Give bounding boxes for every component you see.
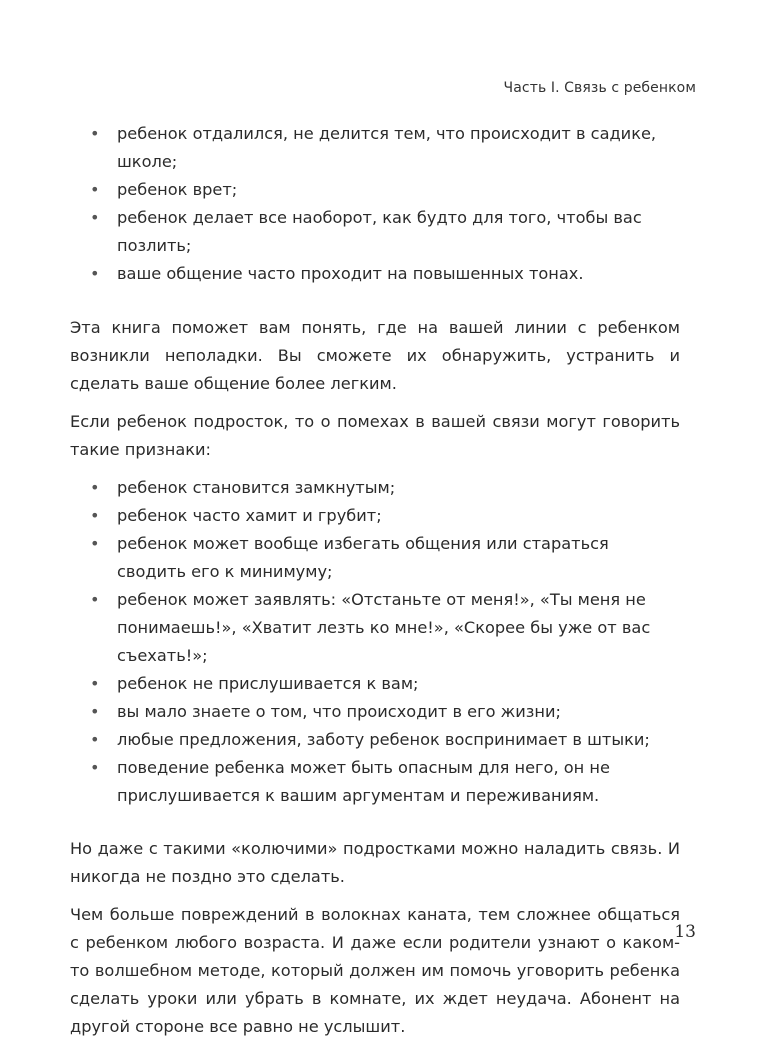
list-item: • ребенок врет; xyxy=(70,176,680,204)
list-item: • ребенок может заявлять: «Отстаньте от меня!», «Ты меня не понимаешь!», «Хватит лезть ко мне!», «Скорее бы уже от вас съехать!»; xyxy=(70,586,680,670)
paragraph-rope-damage: Чем больше повреждений в волокнах каната, тем сложнее общаться с ребенком любого возраста. И даже если родители узнают о каком-то волшебном методе, который должен им помочь уговорить ребенка сделать уроки или убрать в комнате, их ждет неудача. Абонент на другой стороне все равно не услышит. xyxy=(70,905,680,1036)
list-item: • ваше общение часто проходит на повышенных тонах. xyxy=(70,260,680,288)
list-item: • ребенок не прислушивается к вам; xyxy=(70,670,680,698)
list-item: • ребенок отдалился, не делится тем, что происходит в садике, школе; xyxy=(70,120,680,176)
paragraph-teen-signs-intro: Если ребенок подросток, то о помехах в вашей связи могут говорить такие признаки: xyxy=(70,412,680,459)
list-item: • ребенок делает все наоборот, как будто для того, чтобы вас позлить; xyxy=(70,204,680,260)
paragraph-never-too-late: Но даже с такими «колючими» подростками можно наладить связь. И никогда не поздно это сделать. xyxy=(70,839,680,886)
running-head: Часть I. Связь с ребенком xyxy=(503,80,696,96)
list-item: • ребенок может вообще избегать общения или стараться сводить его к минимуму; xyxy=(70,530,680,586)
page-body xyxy=(70,120,680,1051)
paragraph-book-purpose: Эта книга поможет вам понять, где на вашей линии с ребенком возникли неполадки. Вы сможете их обнаружить, устранить и сделать ваше общение более легким. xyxy=(70,318,680,393)
bullet-list-signs-child xyxy=(70,120,680,288)
list-item: • поведение ребенка может быть опасным для него, он не прислушивается к вашим аргументам и переживаниям. xyxy=(70,754,680,810)
page-number: 13 xyxy=(674,922,696,942)
list-item: • ребенок часто хамит и грубит; xyxy=(70,502,680,530)
list-item: • любые предложения, заботу ребенок воспринимает в штыки; xyxy=(70,726,680,754)
list-item: • ребенок становится замкнутым; xyxy=(70,474,680,502)
list-item: • вы мало знаете о том, что происходит в его жизни; xyxy=(70,698,680,726)
bullet-list-signs-teen xyxy=(70,474,680,810)
